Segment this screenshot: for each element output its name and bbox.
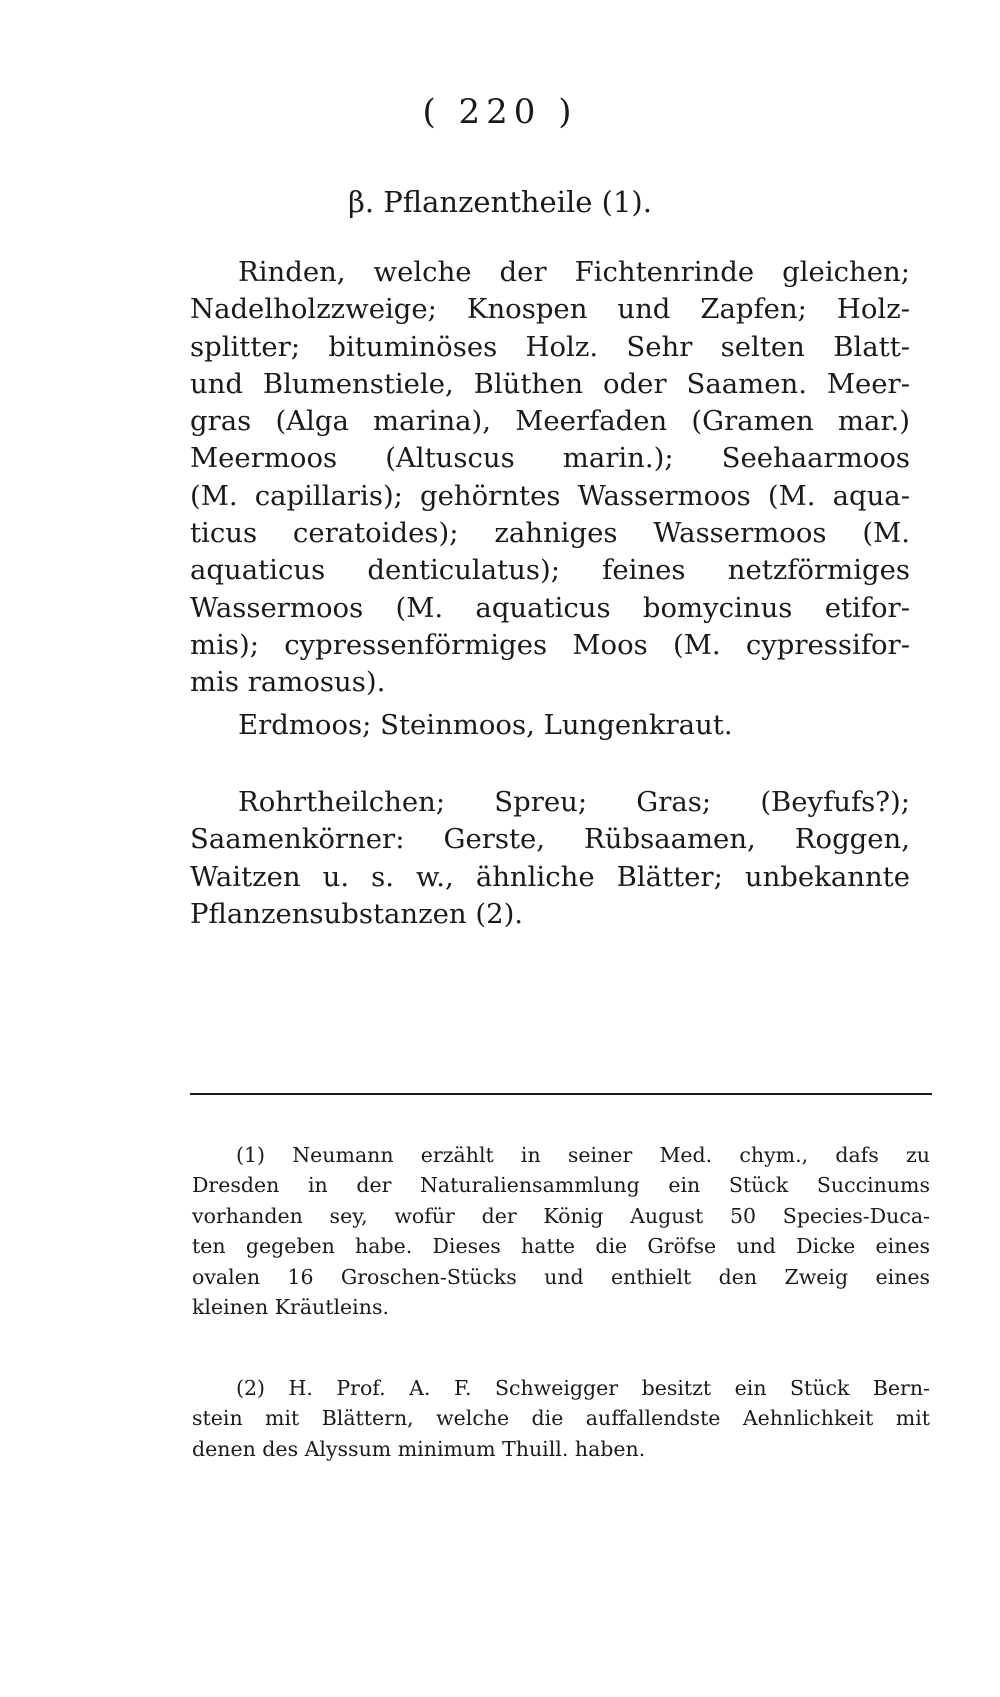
paragraph-mosses [190,707,910,744]
footnote-line: (2) H. Prof. A. F. Schweigger besitzt ein Stück Bern- [236,1376,930,1400]
text-line: Meermoos (Altuscus marin.); Seehaarmoos [190,442,910,475]
page-number: ( 220 ) [422,92,578,132]
footnote-line: ten gegeben habe. Dieses hatte die Gröfse und Dicke eines [192,1234,930,1259]
text-line: Erdmoos; Steinmoos, Lungenkraut. [238,709,733,741]
section-heading: β. Pflanzentheile (1). [348,185,652,219]
text-line: Rinden, welche der Fichtenrinde gleichen; [238,256,910,288]
text-line: und Blumenstiele, Blüthen oder Saamen. Meer- [190,367,910,400]
footnote-line: denen des Alyssum minimum Thuill. haben. [192,1436,646,1461]
text-line: gras (Alga marina), Meerfaden (Gramen mar.) [190,405,910,438]
footnote-1 [192,1140,930,1322]
paragraph-plant-parts [190,254,910,702]
text-line: Wassermoos (M. aquaticus bomycinus etifor- [190,591,910,624]
text-line: Pflanzensubstanzen (2). [190,897,524,930]
text-line: Waitzen u. s. w., ähnliche Blätter; unbekannte [190,860,910,893]
footnote-2 [192,1373,930,1464]
text-line: mis); cypressenförmiges Moos (M. cypressifor- [190,628,910,661]
text-line: Nadelholzzweige; Knospen und Zapfen; Holz- [190,293,910,326]
text-line: Rohrtheilchen; Spreu; Gras; (Beyfufs?); [238,786,910,818]
text-line: Saamenkörner: Gerste, Rübsaamen, Roggen, [190,823,910,856]
footnote-line: (1) Neumann erzählt in seiner Med. chym., dafs zu [236,1143,930,1167]
text-line: (M. capillaris); gehörntes Wassermoos (M. aqua- [190,479,910,512]
text-line: ticus ceratoides); zahniges Wassermoos (M. [190,517,910,550]
text-line: splitter; bituminöses Holz. Sehr selten Blatt- [190,330,910,363]
footnote-line: vorhanden sey, wofür der König August 50 Species-Duca- [192,1203,930,1228]
footnote-line: stein mit Blättern, welche die auffallendste Aehnlichkeit mit [192,1406,930,1431]
footnote-line: Dresden in der Naturaliensammlung ein Stück Succinums [192,1173,930,1198]
text-line: aquaticus denticulatus); feines netzförmiges [190,554,910,587]
footnote-line: kleinen Kräutleins. [192,1294,389,1319]
text-line: mis ramosus). [190,666,386,699]
footnote-divider [190,1093,932,1095]
footnote-line: ovalen 16 Groschen-Stücks und enthielt den Zweig eines [192,1264,930,1289]
paragraph-seeds [190,784,910,933]
